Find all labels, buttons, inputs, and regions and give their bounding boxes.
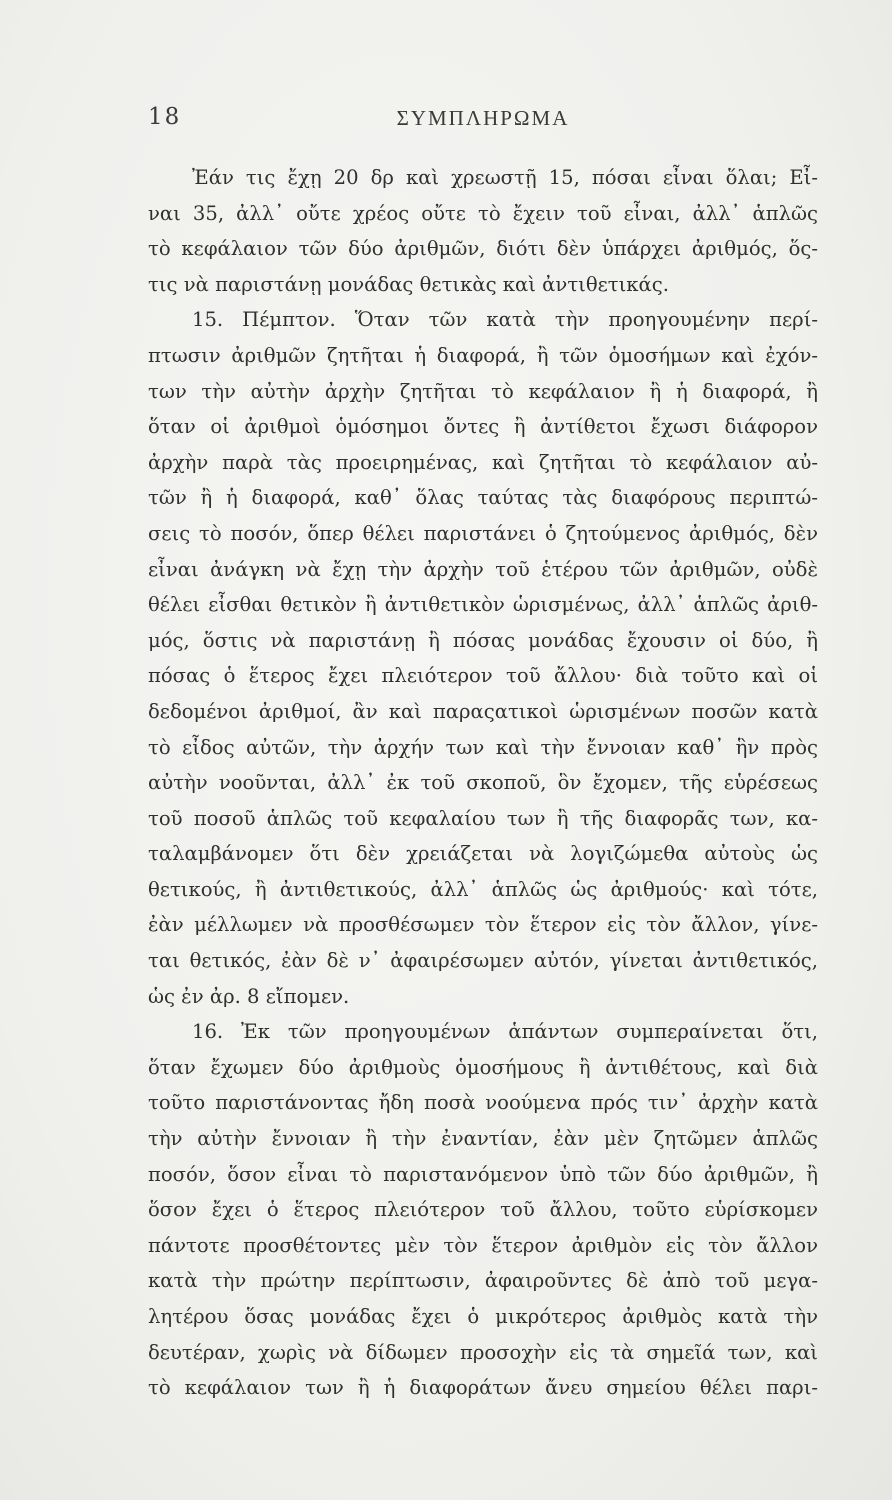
text-line: τοῦτο παριστάνοντας ἤδη ποσὰ νοούμενα πρός τιν᾽ ἀρχὴν κατὰ bbox=[148, 1091, 818, 1115]
page-number: 18 bbox=[148, 104, 182, 130]
text-line: κατὰ τὴν πρώτην περίπτωσιν, ἀφαιροῦντες δὲ ἀπὸ τοῦ μεγα- bbox=[148, 1269, 818, 1293]
text-line: σεις τὸ ποσόν, ὅπερ θέλει παριστάνει ὁ ζητούμενος ἀριθμός, δὲν bbox=[148, 521, 818, 545]
text-line: ται θετικός, ἐὰν δὲ ν᾽ ἀφαιρέσωμεν αὐτόν, γίνεται ἀντιθετικός, bbox=[148, 949, 818, 973]
text-line: πτωσιν ἀριθμῶν ζητῆται ἡ διαφορά, ἢ τῶν ὁμοσήμων καὶ ἐχόν- bbox=[148, 343, 818, 367]
body-text bbox=[148, 160, 818, 1406]
text-line: τὸ κεφάλαιον τῶν δύο ἀριθμῶν, διότι δὲν ὑπάρχει ἀριθμός, ὅς- bbox=[148, 237, 818, 261]
section-16-heading-line: 16. Ἐκ τῶν προηγουμένων ἁπάντων συμπεραίνεται ὅτι, bbox=[192, 1020, 818, 1044]
text-line: εἶναι ἀνάγκη νὰ ἔχῃ τὴν ἀρχὴν τοῦ ἑτέρου τῶν ἀριθμῶν, οὐδὲ bbox=[148, 557, 818, 581]
text-line: Ἐάν τις ἔχῃ 20 δρ καὶ χρεωστῇ 15, πόσαι εἶναι ὅλαι; Εἶ- bbox=[192, 166, 818, 189]
text-line: τῶν ἢ ἡ διαφορά, καθ᾽ ὅλας ταύτας τὰς διαφόρους περιπτώ- bbox=[148, 486, 818, 510]
text-line: ἐὰν μέλλωμεν νὰ προσθέσωμεν τὸν ἕτερον εἰς τὸν ἄλλον, γίνε- bbox=[148, 913, 818, 937]
text-line: τὸ εἶδος αὐτῶν, τὴν ἀρχήν των καὶ τὴν ἔννοιαν καθ᾽ ἣν πρὸς bbox=[148, 735, 818, 759]
text-line: πάντοτε προσθέτοντες μὲν τὸν ἕτερον ἀριθμὸν εἰς τὸν ἄλλον bbox=[148, 1233, 818, 1257]
text-line: ἀρχὴν παρὰ τὰς προειρημένας, καὶ ζητῆται τὸ κεφάλαιον αὐ- bbox=[148, 450, 818, 474]
text-line: ναι 35, ἀλλ᾽ οὔτε χρέος οὔτε τὸ ἔχειν τοῦ εἶναι, ἀλλ᾽ ἁπλῶς bbox=[148, 201, 818, 225]
text-line: τοῦ ποσοῦ ἁπλῶς τοῦ κεφαλαίου των ἢ τῆς διαφορᾶς των, κα- bbox=[148, 806, 818, 830]
text-line: ὡς ἐν ἀρ. 8 εἴπομεν. bbox=[148, 984, 350, 1008]
text-line: δευτέραν, χωρὶς νὰ δίδωμεν προσοχὴν εἰς τὰ σημεῖά των, καὶ bbox=[148, 1340, 818, 1364]
text-line: τις νὰ παριστάνῃ μονάδας θετικὰς καὶ ἀντιθετικάς. bbox=[148, 272, 669, 296]
text-line: ὅταν ἔχωμεν δύο ἀριθμοὺς ὁμοσήμους ἢ ἀντιθέτους, καὶ διὰ bbox=[148, 1055, 818, 1079]
text-line: τὴν αὐτὴν ἔννοιαν ἢ τὴν ἐναντίαν, ἐὰν μὲν ζητῶμεν ἁπλῶς bbox=[148, 1127, 818, 1151]
text-line: ὅσον ἔχει ὁ ἕτερος πλειότερον τοῦ ἄλλου, τοῦτο εὑρίσκομεν bbox=[148, 1198, 818, 1222]
text-line: αὐτὴν νοοῦνται, ἀλλ᾽ ἐκ τοῦ σκοποῦ, ὃν ἔχομεν, τῆς εὑρέσεως bbox=[148, 771, 818, 795]
text-line: πόσας ὁ ἕτερος ἔχει πλειότερον τοῦ ἄλλου· διὰ τοῦτο καὶ οἱ bbox=[148, 664, 818, 688]
text-line: μός, ὅστις νὰ παριστάνῃ ἢ πόσας μονάδας ἔχουσιν οἱ δύο, ἢ bbox=[148, 628, 818, 652]
text-line: τὸ κεφάλαιον των ἢ ἡ διαφοράτων ἄνευ σημείου θέλει παρι- bbox=[148, 1376, 818, 1400]
text-line: δεδομένοι ἀριθμοί, ἂν καὶ παραςατικοὶ ὡρισμένων ποσῶν κατὰ bbox=[148, 699, 818, 723]
text-line: των τὴν αὐτὴν ἀρχὴν ζητῆται τὸ κεφάλαιον ἢ ἡ διαφορά, ἢ bbox=[148, 379, 818, 403]
text-line: θέλει εἶσθαι θετικὸν ἢ ἀντιθετικὸν ὡρισμένως, ἀλλ᾽ ἁπλῶς ἀριθ- bbox=[148, 593, 818, 617]
text-line: ὅταν οἱ ἀριθμοὶ ὁμόσημοι ὄντες ἢ ἀντίθετοι ἔχωσι διάφορον bbox=[148, 415, 818, 439]
text-line: θετικούς, ἢ ἀντιθετικούς, ἀλλ᾽ ἁπλῶς ὡς ἀριθμούς· καὶ τότε, bbox=[148, 877, 818, 901]
text-line: ταλαμβάνομεν ὅτι δὲν χρειάζεται νὰ λογιζώμεθα αὐτοὺς ὡς bbox=[148, 842, 818, 866]
text-line: ποσόν, ὅσον εἶναι τὸ παριστανόμενον ὑπὸ τῶν δύο ἀριθμῶν, ἢ bbox=[148, 1162, 818, 1186]
page-header bbox=[148, 104, 818, 140]
running-title: ΣΥΜΠΛΗΡΩΜΑ bbox=[396, 106, 570, 130]
text-line: λητέρου ὅσας μονάδας ἔχει ὁ μικρότερος ἀριθμὸς κατὰ τὴν bbox=[148, 1305, 818, 1328]
section-15-heading-line: 15. Πέμπτον. Ὅταν τῶν κατὰ τὴν προηγουμένην περί- bbox=[192, 308, 818, 332]
